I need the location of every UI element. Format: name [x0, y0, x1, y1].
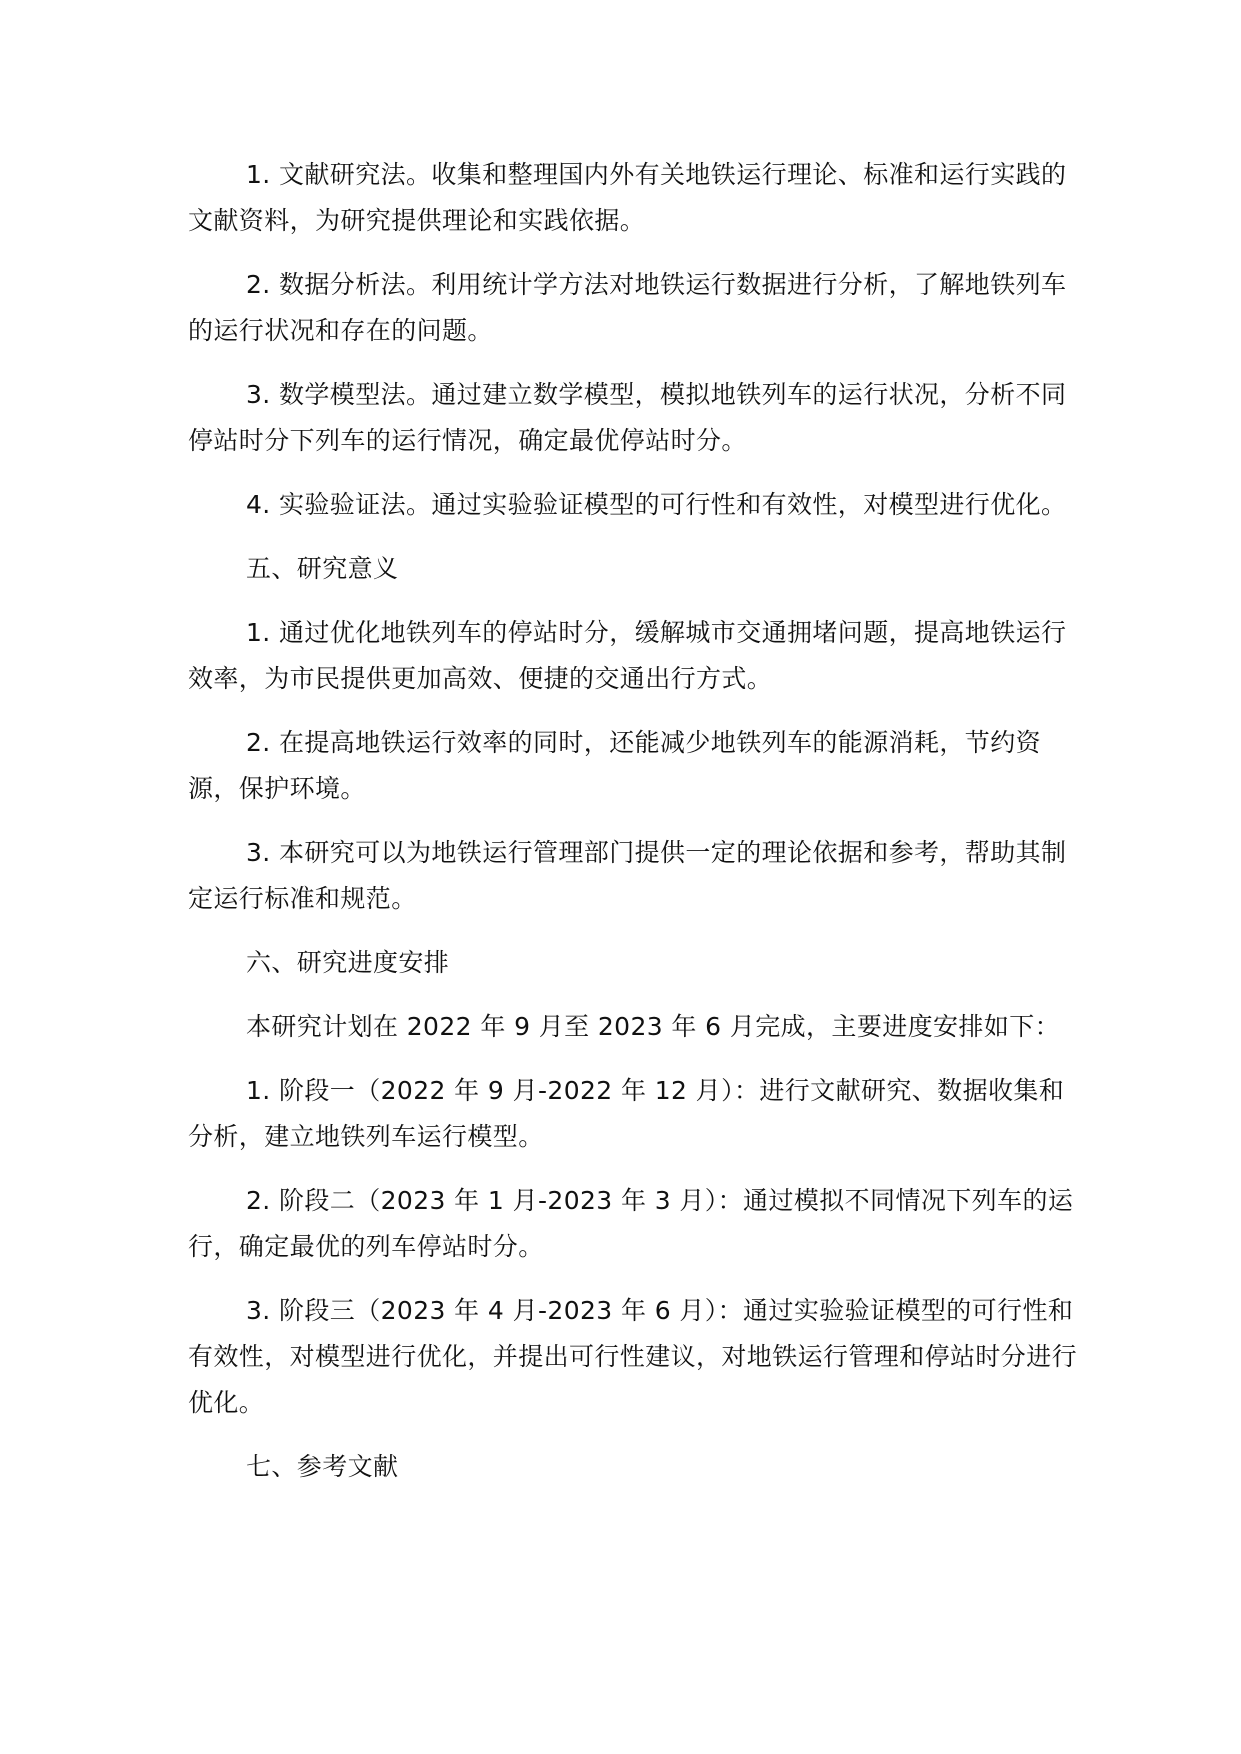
schedule-stage-1: 1. 阶段一（2022 年 9 月-2022 年 12 月）：进行文献研究、数据收集和分析，建立地铁列车运行模型。	[188, 1076, 1065, 1151]
schedule-stage-2: 2. 阶段二（2023 年 1 月-2023 年 3 月）：通过模拟不同情况下列车的运行，确定最优的列车停站时分。	[188, 1186, 1074, 1261]
significance-item-2: 2. 在提高地铁运行效率的同时，还能减少地铁列车的能源消耗，节约资源，保护环境。	[188, 728, 1042, 803]
significance-item-1: 1. 通过优化地铁列车的停站时分，缓解城市交通拥堵问题，提高地铁运行效率，为市民提供更加高效、便捷的交通出行方式。	[188, 618, 1067, 693]
method-experiment-paragraph: 4. 实验验证法。通过实验验证模型的可行性和有效性，对模型进行优化。	[246, 490, 1067, 519]
significance-item-3: 3. 本研究可以为地铁运行管理部门提供一定的理论依据和参考，帮助其制定运行标准和规范。	[188, 838, 1067, 913]
section-heading-schedule: 六、研究进度安排	[246, 948, 450, 977]
method-literature-paragraph: 1. 文献研究法。收集和整理国内外有关地铁运行理论、标准和运行实践的文献资料，为研究提供理论和实践依据。	[188, 160, 1067, 235]
schedule-stage-3: 3. 阶段三（2023 年 4 月-2023 年 6 月）：通过实验验证模型的可行性和有效性，对模型进行优化，并提出可行性建议，对地铁运行管理和停站时分进行优化。	[188, 1296, 1078, 1417]
document-body	[188, 152, 1078, 1508]
section-heading-references: 七、参考文献	[246, 1452, 399, 1481]
section-heading-significance: 五、研究意义	[246, 554, 399, 583]
method-math-model-paragraph: 3. 数学模型法。通过建立数学模型，模拟地铁列车的运行状况，分析不同停站时分下列车的运行情况，确定最优停站时分。	[188, 380, 1067, 455]
schedule-intro-paragraph: 本研究计划在 2022 年 9 月至 2023 年 6 月完成，主要进度安排如下：	[246, 1012, 1061, 1041]
method-data-analysis-paragraph: 2. 数据分析法。利用统计学方法对地铁运行数据进行分析，了解地铁列车的运行状况和存在的问题。	[188, 270, 1067, 345]
